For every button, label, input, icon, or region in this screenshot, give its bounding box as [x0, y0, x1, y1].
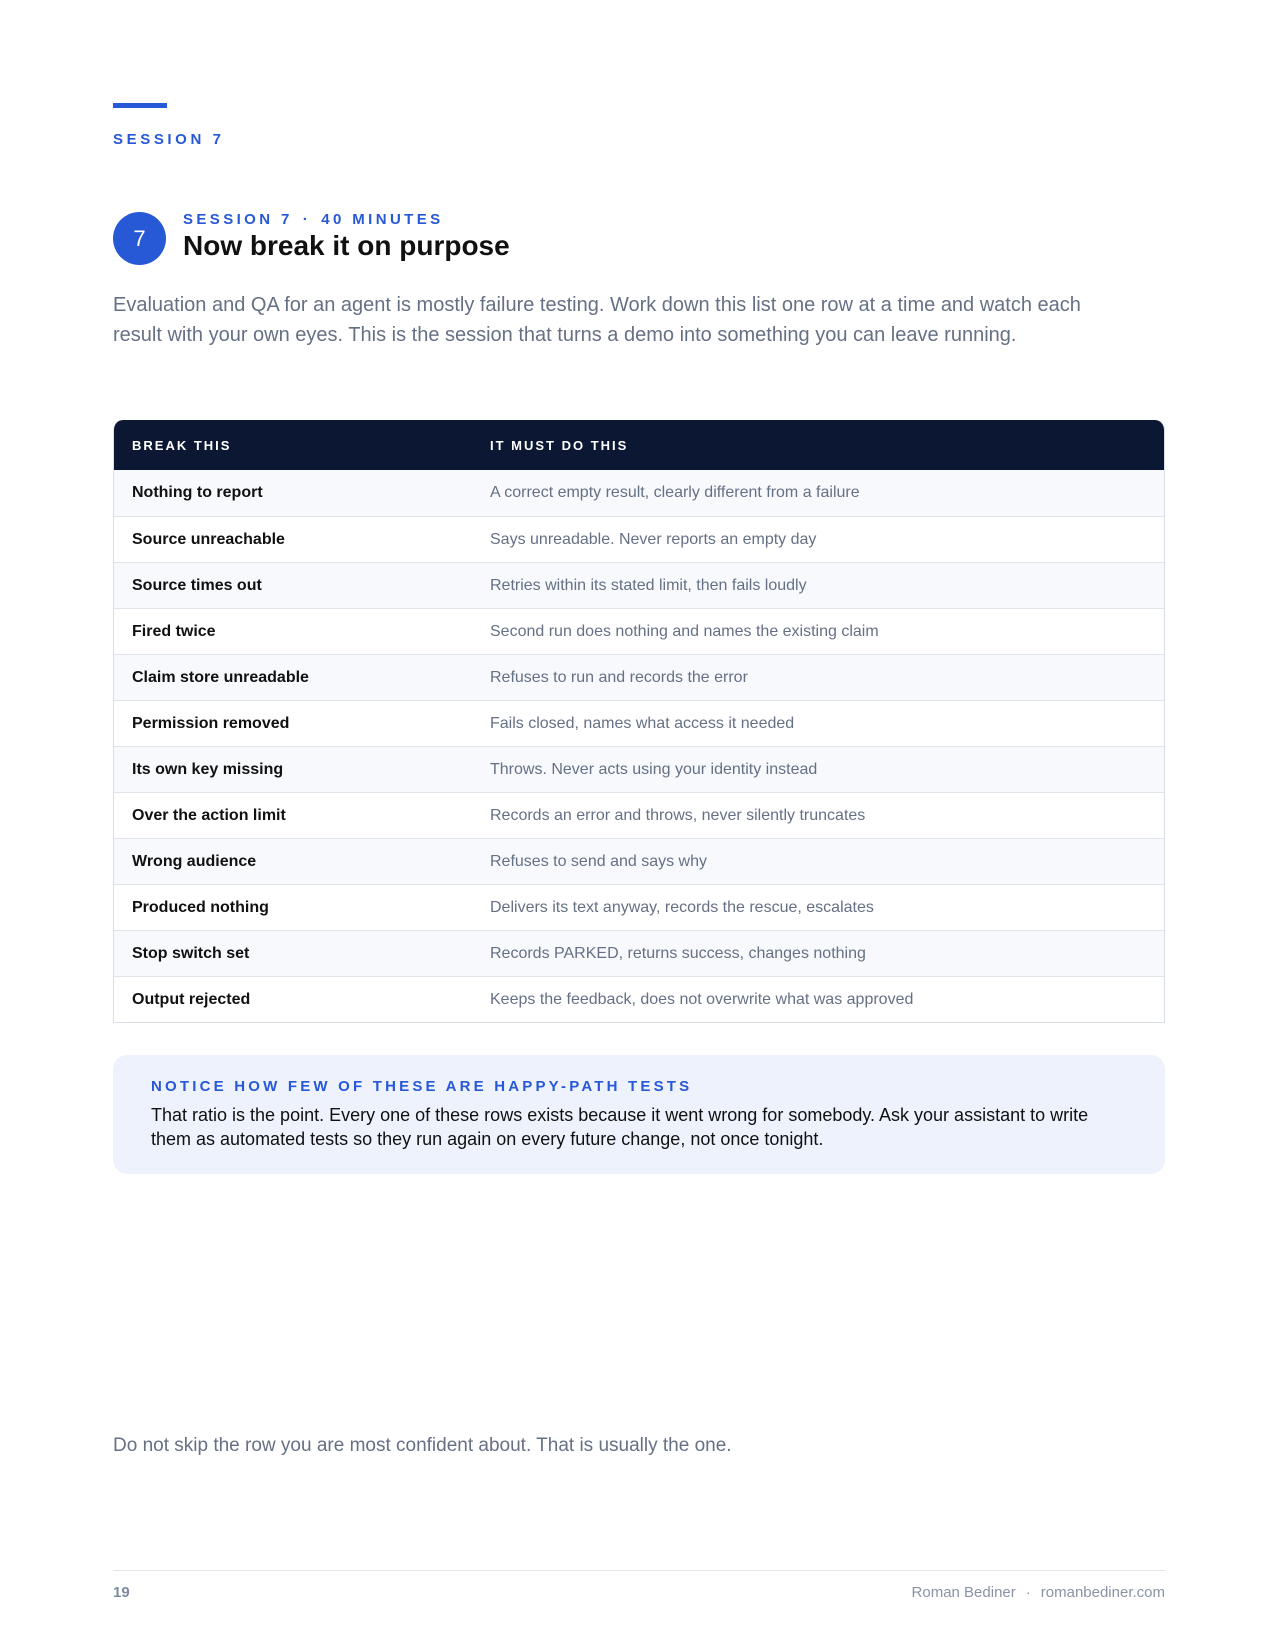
footer-divider	[113, 1570, 1165, 1571]
table-row	[114, 792, 1164, 838]
table-row	[114, 470, 1164, 516]
closing-note: Do not skip the row you are most confident about. That is usually the one.	[113, 1435, 732, 1456]
meta-separator: ·	[302, 211, 312, 228]
callout-box	[113, 1055, 1165, 1174]
expected-cell: A correct empty result, clearly different from a failure	[490, 484, 860, 501]
footer-credit	[912, 1584, 1165, 1601]
table-row	[114, 930, 1164, 976]
table-row	[114, 838, 1164, 884]
accent-bar	[113, 103, 167, 108]
footer-site: romanbediner.com	[1040, 1584, 1165, 1601]
session-meta	[183, 211, 444, 228]
failure-test-table	[113, 420, 1165, 1023]
column-header-must-do: IT MUST DO THIS	[490, 437, 629, 453]
break-cell: Source times out	[132, 576, 262, 594]
break-cell: Fired twice	[132, 622, 216, 640]
expected-cell: Delivers its text anyway, records the rescue, escalates	[490, 898, 874, 916]
session-duration: 40 MINUTES	[321, 211, 444, 228]
expected-cell: Fails closed, names what access it needed	[490, 714, 795, 732]
expected-cell: Records PARKED, returns success, changes nothing	[490, 944, 866, 962]
table-row	[114, 976, 1164, 1022]
footer-author: Roman Bediner	[911, 1584, 1016, 1601]
expected-cell: Says unreadable. Never reports an empty day	[490, 530, 817, 548]
break-cell: Over the action limit	[132, 806, 286, 824]
session-number-badge: 7	[113, 212, 166, 265]
break-cell: Stop switch set	[132, 944, 250, 962]
section-eyebrow: SESSION 7	[113, 131, 225, 148]
expected-cell: Records an error and throws, never silently truncates	[490, 806, 866, 824]
break-cell: Claim store unreadable	[132, 668, 309, 686]
break-cell: Permission removed	[132, 714, 290, 732]
table-body	[114, 470, 1164, 1022]
column-header-break-this: BREAK THIS	[132, 437, 232, 453]
table-row	[114, 746, 1164, 792]
break-cell: Wrong audience	[132, 852, 257, 870]
break-cell: Output rejected	[132, 990, 251, 1008]
table-header	[114, 420, 1164, 470]
break-cell: Source unreachable	[132, 530, 285, 548]
expected-cell: Refuses to run and records the error	[490, 668, 748, 686]
page-number: 19	[113, 1584, 130, 1601]
expected-cell: Throws. Never acts using your identity instead	[490, 760, 818, 778]
table-row	[114, 700, 1164, 746]
table-row	[114, 654, 1164, 700]
expected-cell: Keeps the feedback, does not overwrite what was approved	[490, 990, 914, 1008]
session-label: SESSION 7	[183, 211, 293, 228]
expected-cell: Refuses to send and says why	[490, 852, 708, 870]
intro-paragraph: Evaluation and QA for an agent is mostly failure testing. Work down this list one row at a time and watch each result with your own eyes. This is the session that turns a demo into something you can leave running.	[113, 294, 1081, 346]
table-row	[114, 884, 1164, 930]
expected-cell: Second run does nothing and names the existing claim	[490, 622, 879, 640]
callout-body: That ratio is the point. Every one of these rows exists because it went wrong for somebody. Ask your assistant to write them as automated tests so they run again on every future change, not once tonight.	[151, 1105, 1089, 1149]
break-cell: Nothing to report	[132, 484, 263, 501]
callout-title: NOTICE HOW FEW OF THESE ARE HAPPY-PATH TESTS	[151, 1078, 693, 1095]
footer-separator: ·	[1025, 1584, 1031, 1601]
table-row	[114, 608, 1164, 654]
table-row	[114, 516, 1164, 562]
table-row	[114, 562, 1164, 608]
expected-cell: Retries within its stated limit, then fails loudly	[490, 576, 807, 594]
break-cell: Produced nothing	[132, 898, 269, 916]
page-title: Now break it on purpose	[183, 230, 510, 261]
break-cell: Its own key missing	[132, 760, 284, 778]
